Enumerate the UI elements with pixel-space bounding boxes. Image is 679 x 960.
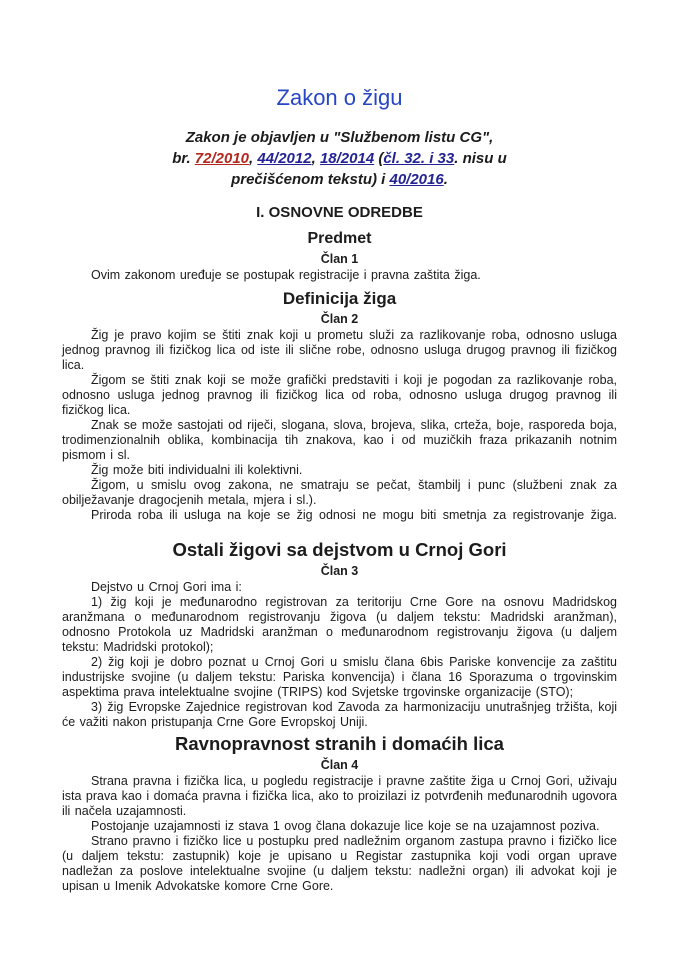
article-3-heading: Član 3 (320, 564, 359, 578)
article-2-paragraph: Žigom, u smislu ovog zakona, ne smatraju se pečat, štambilj i punc (službeni znak za obilježavanje dragocjenih metala, mjera i sl.). (62, 478, 617, 507)
publication-note-text: Zakon je objavljen u "Službenom listu CG", (185, 129, 494, 146)
article-2-paragraph: Žigom se štiti znak koji se može grafički predstaviti i koji je pogodan za razlikovanje roba, odnosno usluga jednog pravnog ili fizičkog lica od roba, odnosno usluga drugog pravnog ili fizičkog lica. (62, 373, 617, 417)
publication-note-text: prečišćenom tekstu) i (231, 171, 390, 188)
gazette-link-72-2010[interactable]: 72/2010 (194, 150, 250, 167)
separator: ( (374, 150, 384, 167)
article-4-paragraph: Strano pravno i fizičko lice u postupku pred nadležnim organom zastupa pravno i fizičko lice (u daljem tekstu: zastupnik) koje je upisano u Registar zastupnika koji vodi organ uprave nadležan za poslove intelektualne svojine (u daljem tekstu: nadležni organ) ili advokat koji je upisan u Imenik Advokatske komore Crne Gore. (62, 834, 617, 893)
article-2-paragraph: Priroda roba ili usluga na koje se žig odnosi ne mogu biti smetnja za registrovanje žiga. (91, 508, 617, 522)
article-4-paragraph: Postojanje uzajamnosti iz stava 1 ovog člana dokazuje lice koje se na uzajamnost poziva. (91, 819, 600, 833)
article-3-item: 2) žig koji je dobro poznat u Crnoj Gori u smislu člana 6bis Pariske konvencije za zaštitu industrijske svojine (u daljem tekstu: Pariska konvencija) i člana 16 Sporazuma o trgovinskim aspektima prava intelektualne svojine (TRIPS) kod Svjetske trgovinske organizacije (STO); (62, 655, 617, 699)
article-2-paragraph: Žig može biti individualni ili kolektivni. (91, 463, 303, 477)
publication-note-line3 (62, 169, 617, 190)
section-heading-ravnopravnost: Ravnopravnost stranih i domaćih lica (175, 733, 504, 754)
gazette-link-18-2014[interactable]: 18/2014 (319, 150, 375, 167)
articles-32-33-link[interactable]: čl. 32. i 33 (383, 150, 455, 167)
article-2-heading: Član 2 (320, 312, 359, 326)
publication-note-line2 (62, 148, 617, 169)
article-4-paragraph: Strana pravna i fizička lica, u pogledu registracije i pravne zaštite žiga u Crnoj Gori, uživaju ista prava kao i domaća pravna i fizička lica, ako to proizilazi iz potvrđenih međunarodnih ugovora ili načela uzajamnosti. (62, 774, 617, 818)
section-heading-definicija-ziga: Definicija žiga (282, 289, 397, 308)
section-heading-predmet: Predmet (307, 230, 372, 247)
article-1-heading: Član 1 (320, 252, 359, 266)
article-3-item: 3) žig Evropske Zajednice registrovan kod Zavoda za harmonizaciju unutrašnjeg tržišta, koji će važiti nakon pristupanja Crne Gore Evropskoj Uniji. (62, 700, 617, 729)
page-title: Zakon o žigu (276, 85, 403, 110)
article-4-heading: Član 4 (320, 758, 359, 772)
article-1-paragraph: Ovim zakonom uređuje se postupak registracije i pravna zaštita žiga. (91, 268, 481, 282)
article-3-item: 1) žig koji je međunarodno registrovan za teritoriju Crne Gore na osnovu Madridskog aranžmana o međunarodnom registrovanju žigova (u daljem tekstu: Madridski aranžman), odnosno Protokola uz Madridski aranžman o međunarodnom registrovanju žigova (u daljem tekstu: Madridski protokol); (62, 595, 617, 654)
publication-note-line1 (62, 127, 617, 148)
article-2-paragraph: Žig je pravo kojim se štiti znak koji u prometu služi za razlikovanje roba, odnosno usluga jednog pravnog ili fizičkog lica od iste ili slične robe, odnosno usluga drugog pravnog ili fizičkog lica. (62, 328, 617, 372)
separator: , (249, 150, 258, 167)
gazette-link-44-2012[interactable]: 44/2012 (257, 150, 312, 167)
chapter-heading: I. OSNOVNE ODREDBE (256, 204, 423, 221)
article-3-intro: Dejstvo u Crnoj Gori ima i: (91, 580, 242, 594)
article-2-paragraph: Znak se može sastojati od riječi, slogana, slova, brojeva, slika, crteža, boje, rasporeda boja, trodimenzionalnih oblika, kombinacija tih znakova, kao i od muzičkih fraza prikazanih notnim pismom i sl. (62, 418, 617, 462)
gazette-link-40-2016[interactable]: 40/2016 (389, 171, 444, 188)
publication-note-text: . (443, 171, 448, 188)
publication-note-text: . nisu u (454, 150, 507, 167)
section-heading-ostali-zigovi: Ostali žigovi sa dejstvom u Crnoj Gori (172, 539, 507, 560)
publication-note (62, 127, 617, 190)
separator: , (311, 150, 320, 167)
gazette-prefix: br. (172, 150, 195, 167)
